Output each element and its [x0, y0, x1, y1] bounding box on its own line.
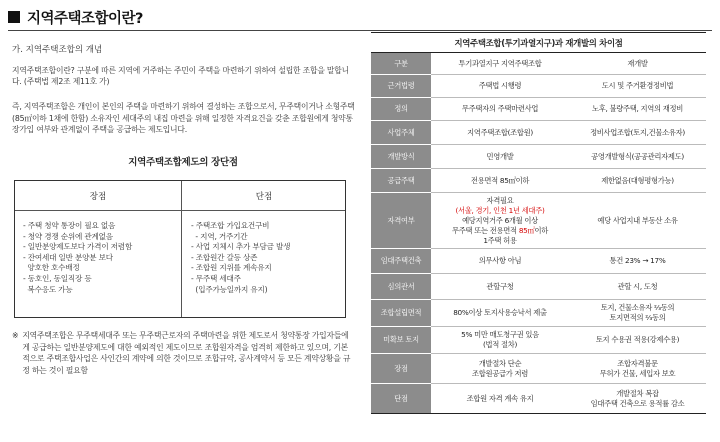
- table-row: [371, 145, 706, 169]
- row-col1: 무주택자의 주택마련사업: [431, 98, 569, 121]
- cons-item: - 조합원간 갈등 상존: [191, 252, 258, 262]
- row-label: 공급주택: [371, 169, 431, 193]
- row-col2: 관할 시, 도청: [569, 274, 706, 300]
- row-label: 미확보 토지: [371, 327, 431, 354]
- pros-cons-table: [14, 180, 346, 318]
- cons-item: - 조합원 지위를 계속유지: [191, 263, 272, 273]
- cons-item: (입주가능일까지 유지): [191, 284, 268, 294]
- row-label: 조합설립면적: [371, 300, 431, 327]
- table-row: [371, 169, 706, 193]
- pros-header: 장점: [89, 192, 107, 202]
- row-col2: 통건 23% → 17%: [569, 249, 706, 274]
- row-label: 개발방식: [371, 145, 431, 169]
- row-col1: 지역주택조합(조합원): [431, 121, 569, 145]
- cons-header: 단점: [255, 192, 273, 202]
- qual-text: 이하: [534, 225, 548, 235]
- cons-item: - 사업 지체시 추가 부담금 발생: [191, 242, 291, 252]
- row-col2: 제한없음(대형평형가능): [569, 169, 706, 193]
- row-col2: [569, 354, 706, 384]
- pros-item: - 동호인, 동일직장 등: [23, 273, 92, 283]
- row-label: 심의관서: [371, 274, 431, 300]
- row-label: 단점: [371, 384, 431, 414]
- cell-line: (법적 절차): [482, 340, 518, 349]
- row-col2: 토지 수용권 적용(강제수용): [569, 327, 706, 354]
- row-col2: 도시 및 주거환경정비법: [569, 75, 706, 98]
- cell-line: 개발절차 복잡: [616, 388, 659, 398]
- row-label: 정의: [371, 98, 431, 121]
- pros-item: - 일반분양제도보다 가격이 저렴함: [23, 242, 133, 252]
- qual-line-red: (서울, 경기, 인천 1년 세대주): [455, 205, 545, 215]
- pros-item: 양호한 호수배정: [23, 263, 80, 273]
- row-col1: 의무사항 아님: [431, 249, 569, 274]
- table-row: [371, 274, 706, 300]
- cons-item: - 무주택 세대주: [191, 273, 241, 283]
- row-col2: 정비사업조합(토지,건물소유자): [569, 121, 706, 145]
- definition-paragraph: 지역주택조합이란? 구분에 따른 지역에 거주하는 주민이 주택을 마련하기 위하여 설립한 조합을 말합니다. (주택법 제2조 제11호 가): [12, 66, 349, 87]
- table-row: [371, 327, 706, 354]
- table-row: [371, 121, 706, 145]
- concept-section: [8, 36, 358, 168]
- cell-line: 토지, 건물소유자 ⅔동의: [600, 303, 675, 312]
- note-mark: ※: [12, 331, 19, 340]
- pros-item: - 잔여세대 일반 분양분 보다: [23, 252, 113, 262]
- row-col1: 주택법 시행령: [431, 75, 569, 98]
- row-col1: 전용면적 85㎡이하: [431, 169, 569, 193]
- cell-line: 개발절차 단순: [478, 358, 522, 368]
- note-block: [12, 330, 352, 376]
- cons-item: - 지역, 거주기간: [191, 231, 248, 241]
- table-row: [371, 354, 706, 384]
- row-col1: [431, 354, 569, 384]
- table-row: [371, 98, 706, 121]
- comparison-section: [371, 32, 706, 414]
- pros-cons-title: 지역주택조합제도의 장단점: [128, 157, 238, 169]
- black-square-icon: [8, 11, 20, 23]
- pros-item: - 청약 경쟁 순위에 관계없음: [23, 231, 113, 241]
- qual-area-red: 85㎡: [518, 225, 535, 235]
- row-col2: [569, 300, 706, 327]
- table-row: [371, 75, 706, 98]
- qual-line: 예당지역거주 6개월 이상: [462, 215, 538, 225]
- page-title: 지역주택조합이란?: [27, 10, 143, 27]
- row-label: 사업주체: [371, 121, 431, 145]
- row-col1: 관할구청: [431, 274, 569, 300]
- cell-line: 5% 미만 매도청구권 있음: [461, 330, 539, 339]
- header-label: 구분: [371, 53, 431, 75]
- row-col1: 민영개발: [431, 145, 569, 169]
- cons-item: - 주택조합 가입요건구비: [191, 221, 270, 230]
- row-col2: [569, 384, 706, 414]
- page-header: [8, 6, 143, 28]
- qual-text: 무주택 또는 전용면적: [452, 225, 519, 235]
- comparison-title: 지역주택조합(투기과열지구)과 재개발의 차이점: [371, 32, 706, 52]
- row-col1: 조합원 자격 계속 유지: [431, 384, 569, 414]
- row-col2: 예당 사업지내 부동산 소유: [569, 193, 706, 249]
- row-col2: 노후, 불량주택, 지역의 재정비: [569, 98, 706, 121]
- row-label: 자격여부: [371, 193, 431, 249]
- note-text: 지역주택조합은 무주택세대주 또는 무주택근로자의 주택마련을 위한 제도로서 청약통장 가입자들에게 공급하는 일반분양제도에 대한 예외적인 제도이므로 조합원자격을 엄격히 제한하고 있으며, 기본적으로 주택조합사업은 사인간의 계약에 의한 것이므로 조합규약, 공사계약서 등 모든 계약상황을 규정 하는 것이 필요함: [22, 331, 351, 375]
- table-row: [371, 193, 706, 249]
- qual-line: 자격필요: [486, 195, 514, 205]
- table-header-row: [371, 53, 706, 75]
- row-col1: 80%이상 토지사용승낙서 제출: [431, 300, 569, 327]
- table-row: [371, 249, 706, 274]
- table-row: [371, 384, 706, 414]
- qual-line: [434, 226, 566, 236]
- header-col1: 투기과열지구 지역주택조합: [431, 53, 569, 75]
- row-label: 근거법령: [371, 75, 431, 98]
- row-col2: 공영개발형식(공공관리자제도): [569, 145, 706, 169]
- cell-line: 조합자격불문: [617, 358, 658, 368]
- cell-line: 토지면적의 ⅔동의: [609, 313, 666, 322]
- qual-line: 1주택 허용: [483, 235, 517, 245]
- header-divider: [8, 30, 712, 31]
- section-title: 가. 지역주택조합의 개념: [12, 45, 103, 55]
- pros-list: [23, 221, 132, 295]
- row-label: 장점: [371, 354, 431, 384]
- cons-list: [191, 221, 290, 295]
- comparison-table: [371, 52, 706, 414]
- cell-line: 조합원공급가 저렴: [471, 368, 528, 378]
- cell-line: 임대주택 건축으로 용적률 감소: [590, 398, 685, 408]
- cell-line: 무허가 건물, 세입자 보호: [599, 368, 676, 378]
- table-row: [371, 300, 706, 327]
- row-col1: [431, 327, 569, 354]
- row-label: 임대주택건축: [371, 249, 431, 274]
- header-col2: 재개발: [569, 53, 706, 75]
- explanation-paragraph: 즉, 지역주택조합은 개인이 본인의 주택을 마련하기 위하여 결성하는 조합으로서, 무주택이거나 소형주택(85㎡이하 1채에 한함) 소유자인 세대주의 내집 마련을 위해 일정한 자격요건을 갖춘 조합원에게 청약통장가입 여부와 관계없이 주택을 공급하는 제도입니다.: [12, 102, 355, 134]
- pros-item: 복수응도 가능: [23, 284, 73, 294]
- pros-item: - 주택 청약 통장이 필요 없음: [23, 221, 116, 230]
- row-col1: [431, 193, 569, 249]
